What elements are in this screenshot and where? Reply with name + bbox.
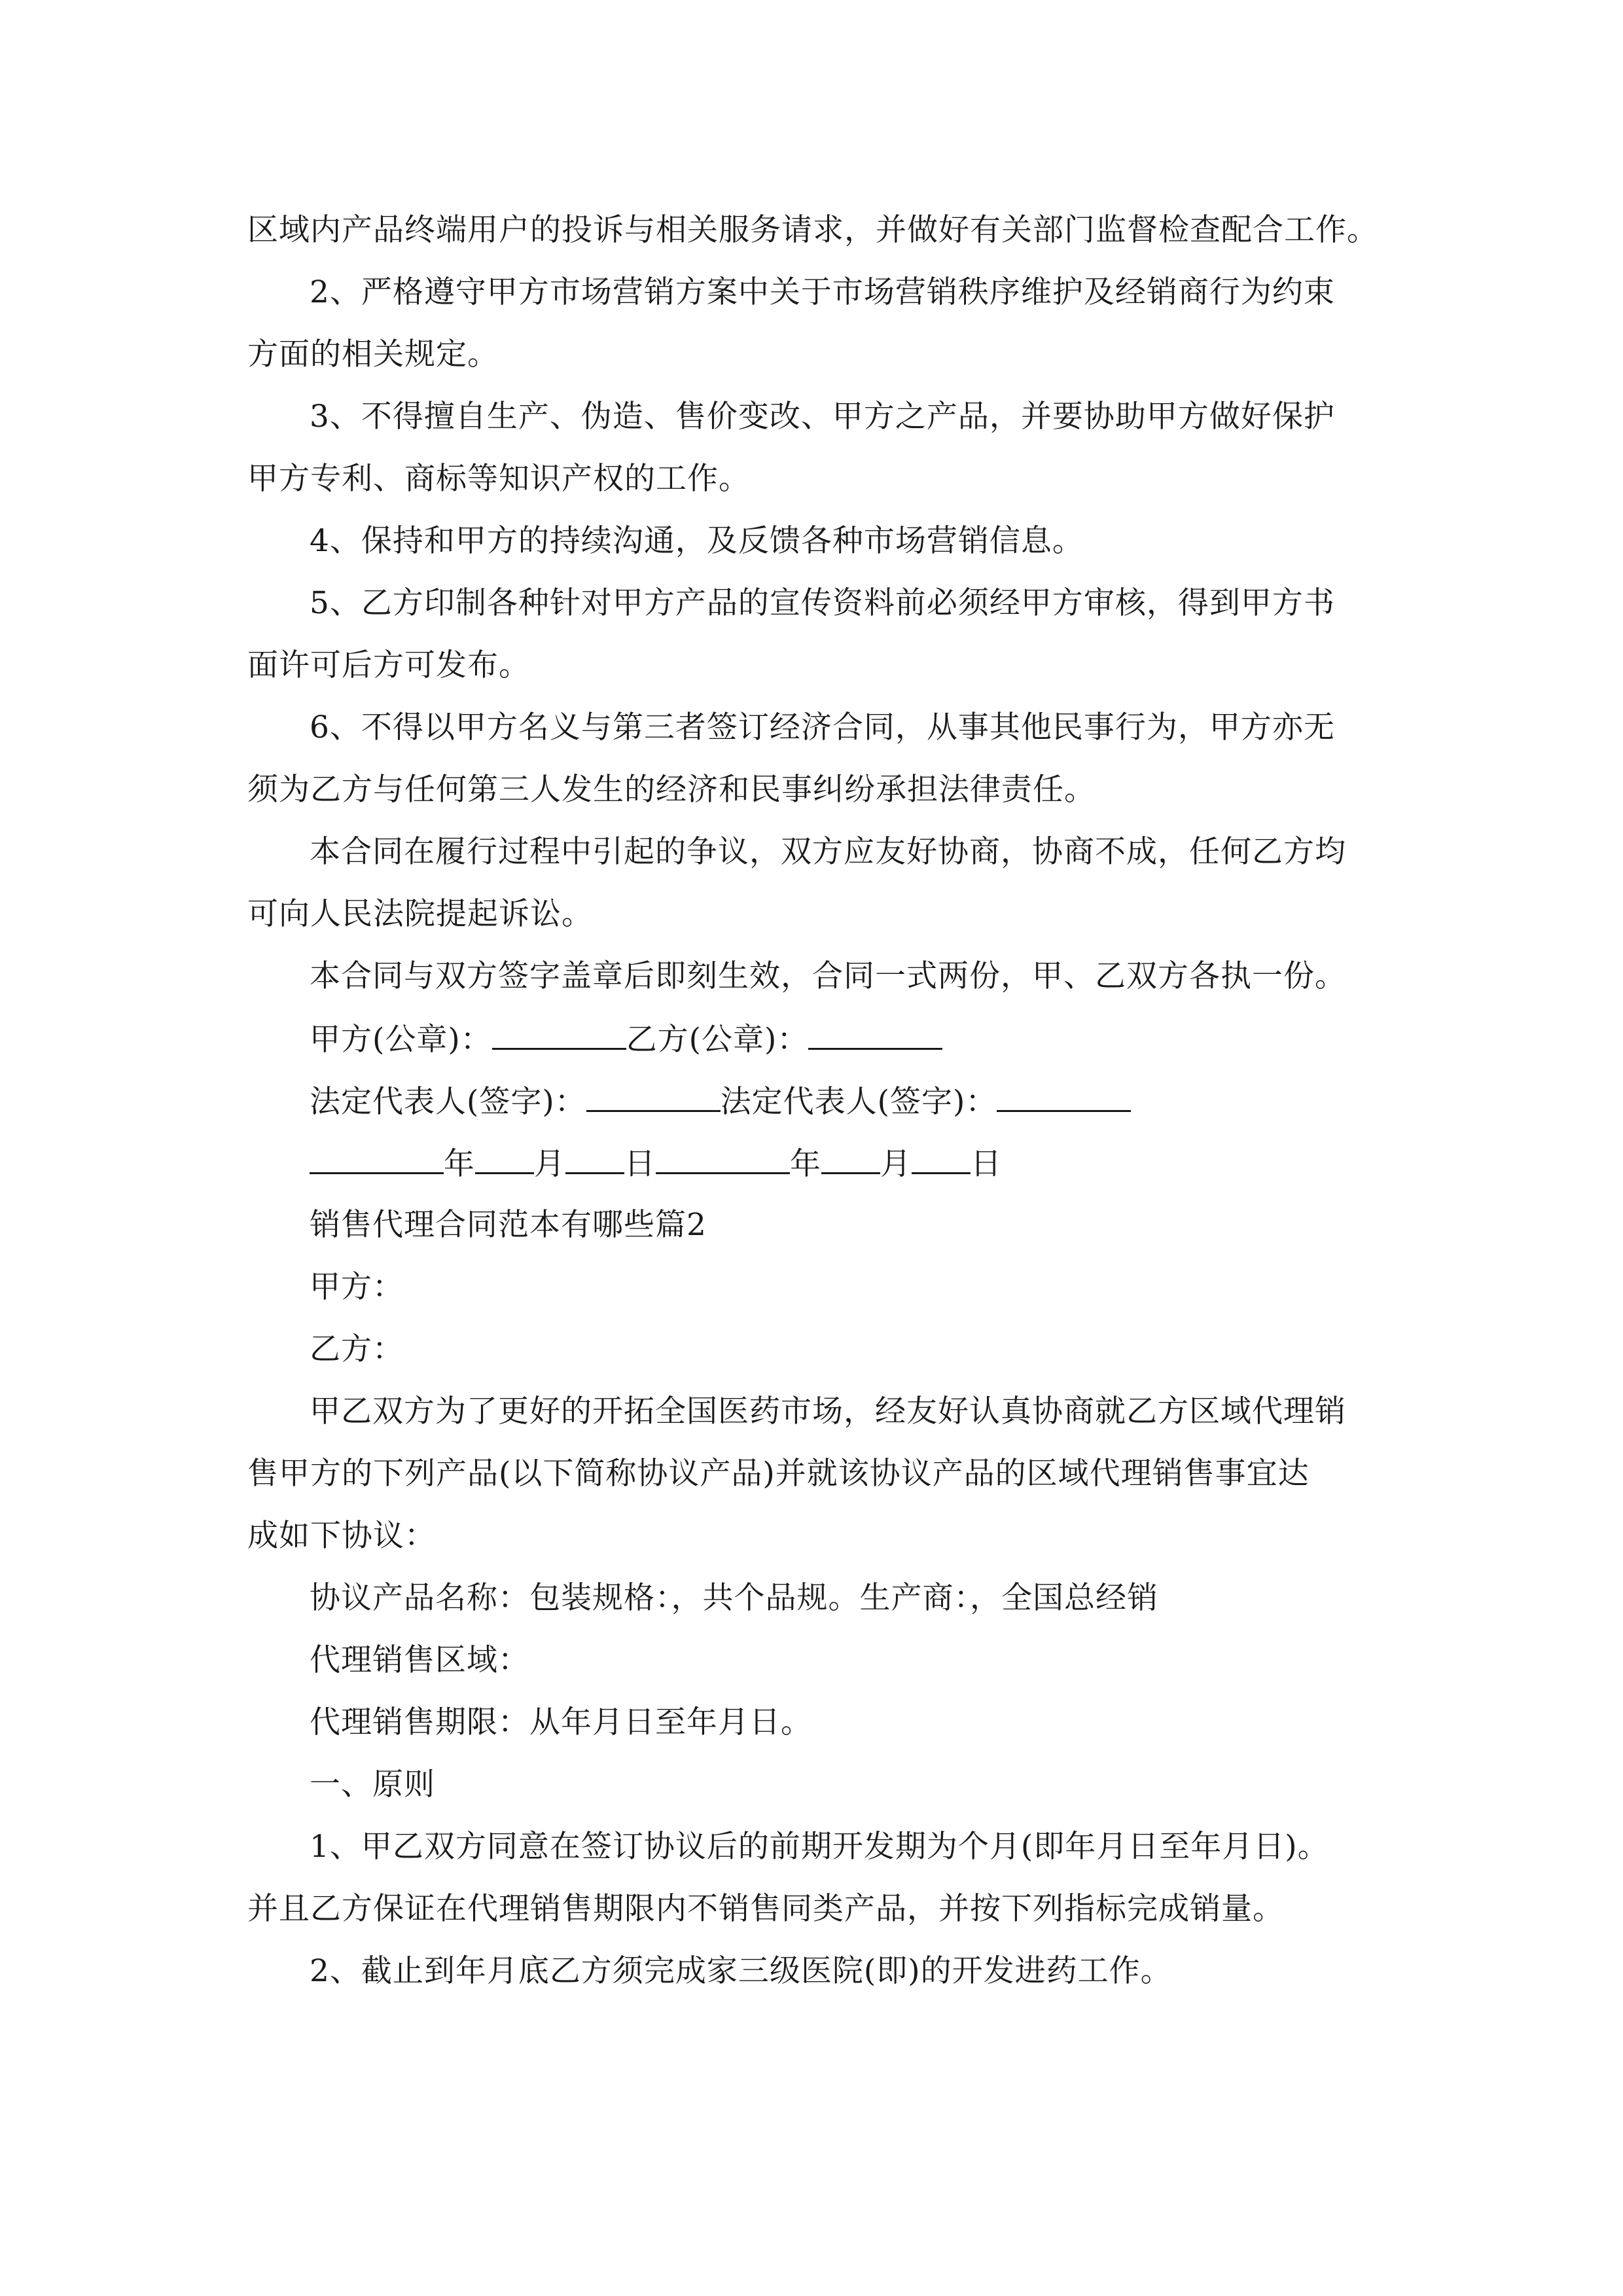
day-label: 日 (624, 1146, 656, 1182)
paragraph-line: 6、不得以甲方名义与第三者签订经济合同，从事其他民事行为，甲方亦无 (310, 709, 1335, 745)
paragraph-line: 面许可后方可发布。 (247, 647, 530, 683)
rep-a-blank (586, 1081, 721, 1112)
paragraph-line: 代理销售区域： (310, 1642, 529, 1678)
paragraph-line: 方面的相关规定。 (247, 336, 499, 372)
day-b-blank (912, 1143, 971, 1174)
paragraph-line: 协议产品名称：包装规格：，共个品规。生产商：，全国总经销 (310, 1580, 1158, 1616)
paragraph-line: 本合同与双方签字盖章后即刻生效，合同一式两份，甲、乙双方各执一份。 (310, 958, 1346, 994)
paragraph-line: 并且乙方保证在代理销售期限内不销售同类产品，并按下列指标完成销量。 (247, 1891, 1284, 1927)
year-label: 年 (444, 1146, 475, 1182)
month-label: 月 (880, 1146, 912, 1182)
party-a-line: 甲方： (310, 1269, 404, 1305)
paragraph-line: 3、不得擅自生产、伪造、售价变改、甲方之产品，并要协助甲方做好保护 (310, 399, 1335, 435)
paragraph-line: 1、甲乙双方同意在签订协议后的前期开发期为个月(即年月日至年月日)。 (310, 1829, 1329, 1865)
paragraph-line: 本合同在履行过程中引起的争议，双方应友好协商，协商不成，任何乙方均 (310, 834, 1346, 870)
year-label: 年 (790, 1146, 821, 1182)
year-a-blank (310, 1143, 444, 1174)
paragraph-line: 2、截止到年月底乙方须完成家三级医院(即)的开发进药工作。 (310, 1953, 1172, 1989)
rep-b-blank (997, 1081, 1131, 1112)
year-b-blank (656, 1143, 790, 1174)
seal-line (310, 1019, 942, 1060)
party-b-seal-label: 乙方(公章)： (626, 1022, 809, 1058)
paragraph-line: 2、严格遵守甲方市场营销方案中关于市场营销秩序维护及经销商行为约束 (310, 274, 1335, 310)
month-a-blank (475, 1143, 534, 1174)
paragraph-line: 须为乙方与任何第三人发生的经济和民事纠纷承担法律责任。 (247, 772, 1096, 808)
month-label: 月 (534, 1146, 565, 1182)
representative-line (310, 1081, 1131, 1122)
rep-a-label: 法定代表人(签字)： (310, 1084, 586, 1120)
paragraph-line: 4、保持和甲方的持续沟通，及反馈各种市场营销信息。 (310, 523, 1084, 559)
paragraph-line: 代理销售期限：从年月日至年月日。 (310, 1704, 812, 1740)
paragraph-line: 甲方专利、商标等知识产权的工作。 (247, 461, 750, 497)
paragraph-line: 可向人民法院提起诉讼。 (247, 896, 593, 932)
party-b-line: 乙方： (310, 1331, 404, 1367)
paragraph-line: 售甲方的下列产品(以下简称协议产品)并就该协议产品的区域代理销售事宜达 (247, 1456, 1310, 1492)
date-line (310, 1143, 1002, 1184)
party-b-seal-blank (808, 1019, 942, 1050)
rep-b-label: 法定代表人(签字)： (720, 1084, 997, 1120)
section-title: 销售代理合同范本有哪些篇2 (310, 1207, 707, 1243)
paragraph-line: 5、乙方印制各种针对甲方产品的宣传资料前必须经甲方审核，得到甲方书 (310, 585, 1335, 621)
party-a-seal-label: 甲方(公章)： (310, 1022, 492, 1058)
day-a-blank (565, 1143, 624, 1174)
paragraph-line: 成如下协议： (247, 1518, 436, 1554)
day-label: 日 (971, 1146, 1002, 1182)
paragraph-line: 甲乙双方为了更好的开拓全国医药市场，经友好认真协商就乙方区域代理销 (310, 1393, 1346, 1429)
month-b-blank (821, 1143, 880, 1174)
section-heading: 一、原则 (310, 1767, 435, 1803)
paragraph-line: 区域内产品终端用户的投诉与相关服务请求，并做好有关部门监督检查配合工作。 (247, 212, 1378, 248)
party-a-seal-blank (492, 1019, 626, 1050)
